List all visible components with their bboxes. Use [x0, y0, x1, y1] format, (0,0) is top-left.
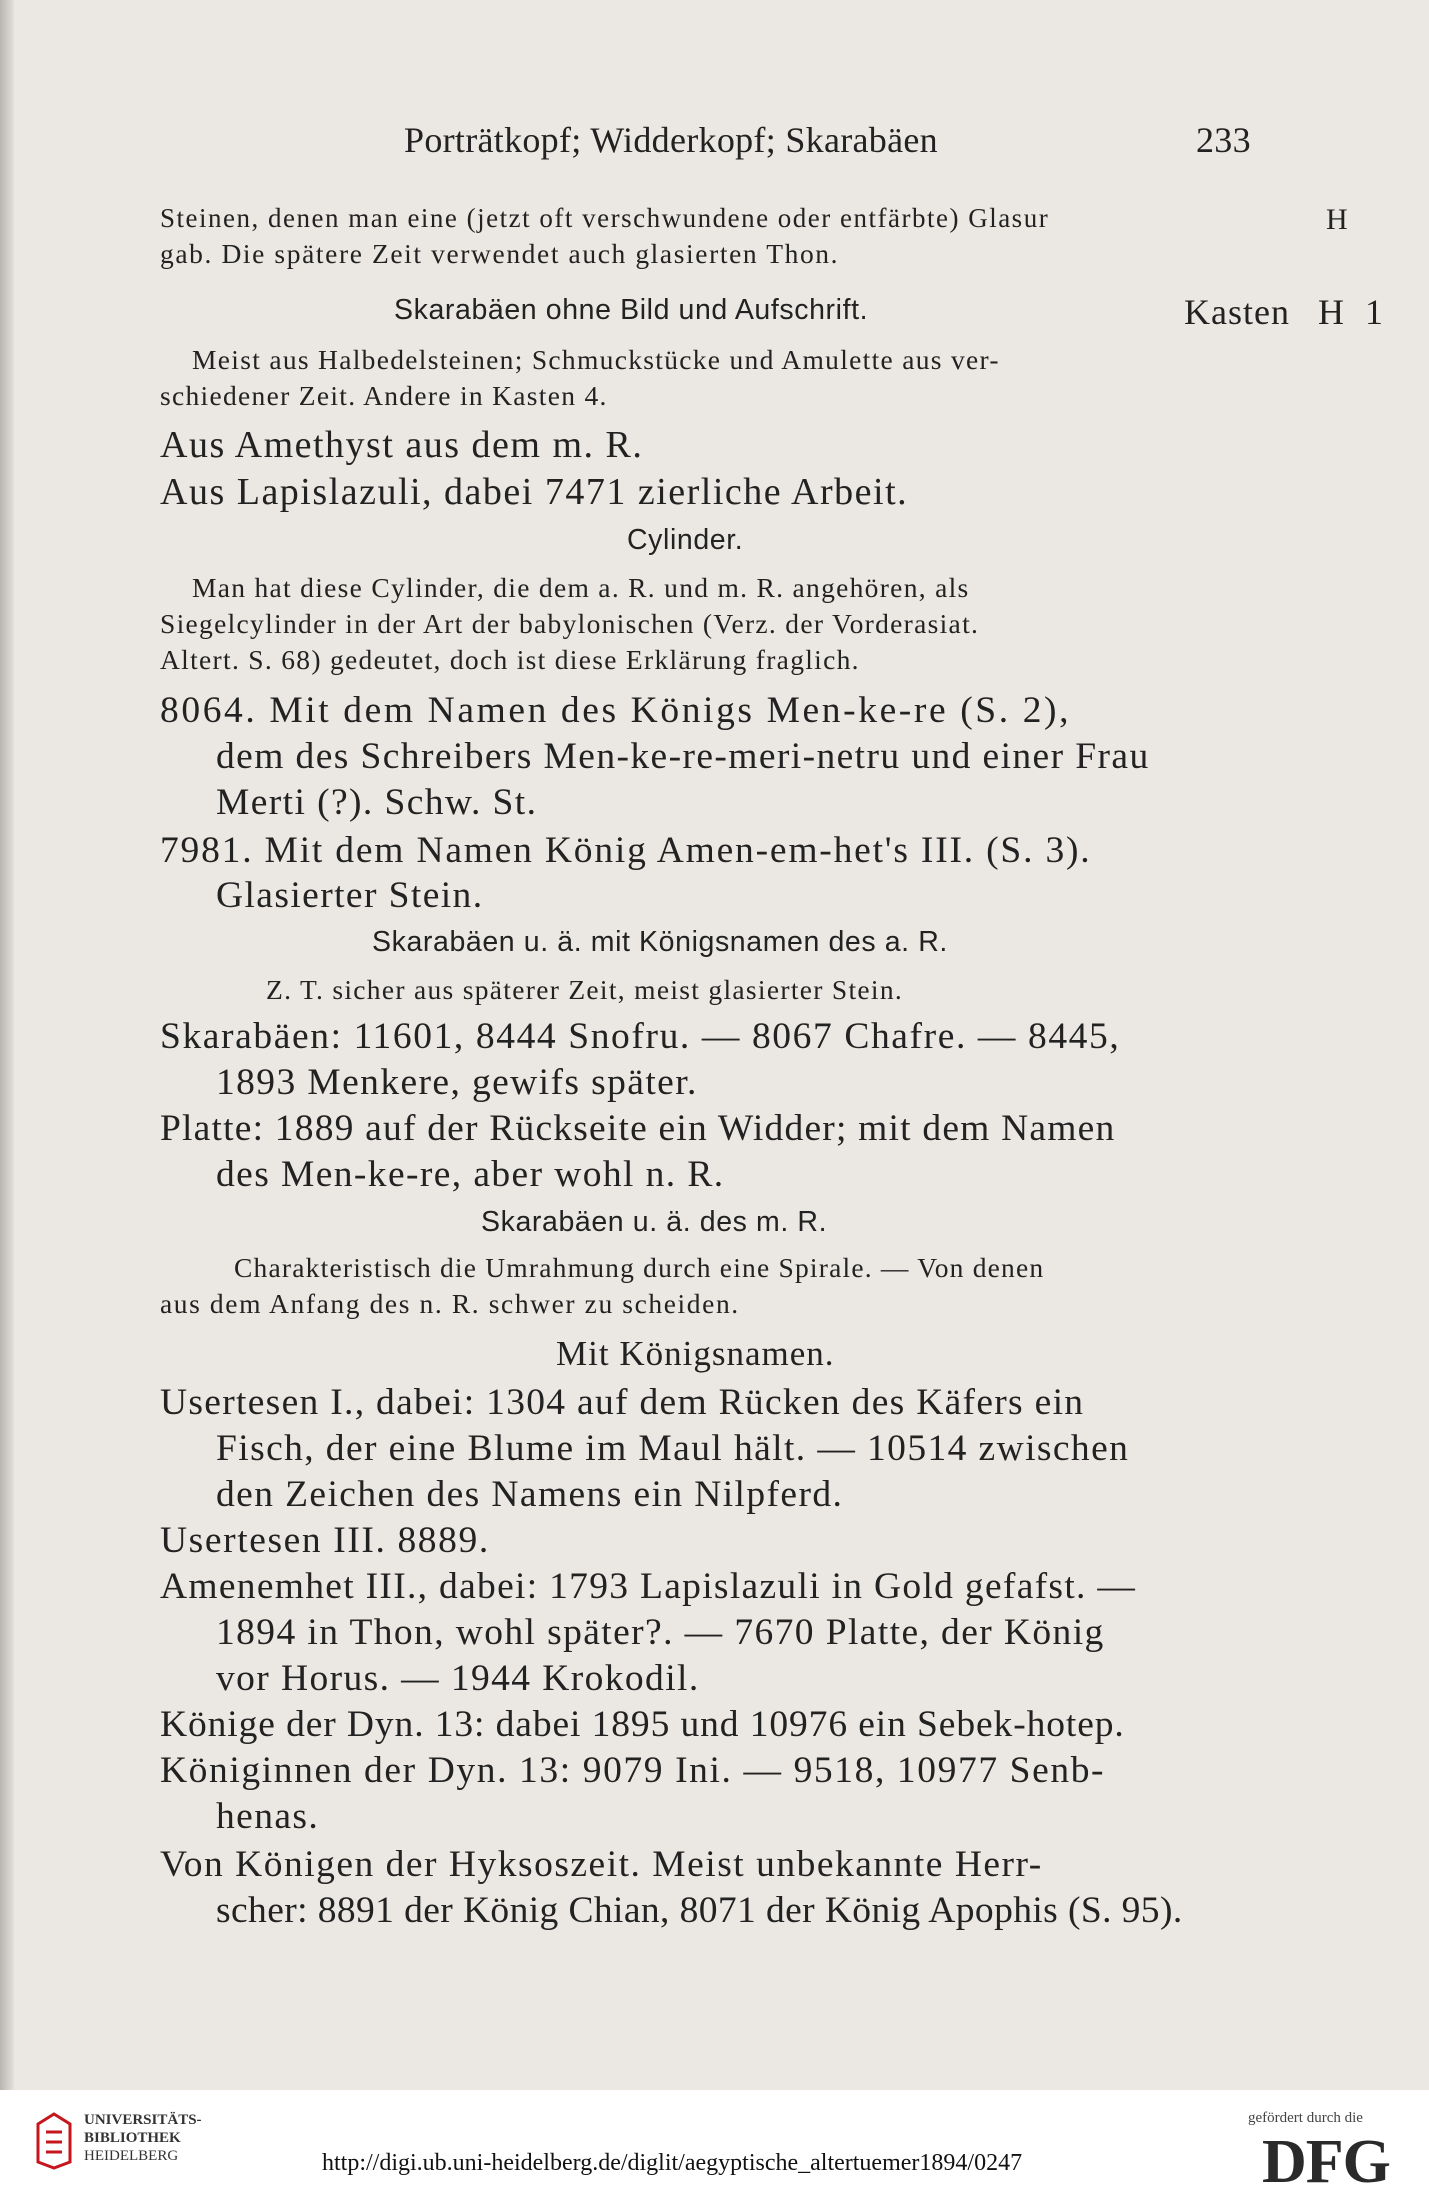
entry-skarabaeen-cont: 1893 Menkere, gewifs später. [216, 1062, 698, 1103]
library-line-1: UNIVERSITÄTS- [84, 2112, 202, 2128]
page-number: 233 [1196, 120, 1251, 160]
entry-7981: 7981. Mit dem Namen König Amen-em-het's III. (S. 3). [160, 830, 1092, 871]
text-line-8: Z. T. sicher aus späterer Zeit, meist glasierter Stein. [266, 974, 904, 1005]
subheading-mit-koenigsnamen: Mit Königsnamen. [556, 1334, 835, 1373]
funding-note: gefördert durch die [1248, 2110, 1363, 2126]
dfg-logo: DFG [1262, 2128, 1390, 2196]
library-line-2: BIBLIOTHEK [84, 2130, 181, 2146]
section-heading-cylinder: Cylinder. [627, 524, 744, 556]
entry-usertesen-1: Usertesen I., dabei: 1304 auf dem Rücken des Käfers ein [160, 1382, 1085, 1423]
text-line-7: Altert. S. 68) gedeutet, doch ist diese Erklärung fraglich. [160, 644, 860, 675]
entry-usertesen-1-cont-1: Fisch, der eine Blume im Maul hält. — 10514 zwischen [216, 1428, 1130, 1469]
entry-platte: Platte: 1889 auf der Rückseite ein Widder; mit dem Namen [160, 1108, 1116, 1149]
entry-8064: 8064. Mit dem Namen des Königs Men-ke-re (S. 2), [160, 690, 1072, 731]
entry-koeniginnen-dyn-13: Königinnen der Dyn. 13: 9079 Ini. — 9518, 10977 Senb- [160, 1750, 1106, 1791]
entry-lapislazuli: Aus Lapislazuli, dabei 7471 zierliche Arbeit. [160, 471, 909, 513]
entry-koenige-dyn-13: Könige der Dyn. 13: dabei 1895 und 10976 ein Sebek-hotep. [160, 1704, 1125, 1745]
entry-platte-cont: des Men-ke-re, aber wohl n. R. [216, 1154, 725, 1195]
section-heading-m-r: Skarabäen u. ä. des m. R. [481, 1206, 828, 1238]
text-line-3: Meist aus Halbedelsteinen; Schmuckstücke und Amulette aus ver- [192, 344, 1000, 375]
library-logo-icon [34, 2110, 74, 2170]
running-title: Porträtkopf; Widderkopf; Skarabäen [404, 120, 938, 160]
text-line-6: Siegelcylinder in der Art der babylonischen (Verz. der Vorderasiat. [160, 608, 980, 639]
permalink-url[interactable]: http://digi.ub.uni-heidelberg.de/diglit/aegyptische_altertuemer1894/0247 [322, 2150, 1023, 2176]
entry-amenemhet-3-cont-1: 1894 in Thon, wohl später?. — 7670 Platte, der König [216, 1612, 1105, 1653]
entry-usertesen-3: Usertesen III. 8889. [160, 1520, 490, 1561]
entry-amenemhet-3: Amenemhet III., dabei: 1793 Lapislazuli in Gold gefafst. — [160, 1566, 1137, 1607]
entry-8064-cont-1: dem des Schreibers Men-ke-re-meri-netru und einer Frau [216, 736, 1150, 777]
entry-usertesen-1-cont-2: den Zeichen des Namens ein Nilpferd. [216, 1474, 844, 1515]
margin-mark-h: H [1326, 203, 1348, 236]
text-line-10: aus dem Anfang des n. R. schwer zu scheiden. [160, 1288, 740, 1319]
entry-amethyst: Aus Amethyst aus dem m. R. [160, 424, 644, 466]
footer-bar [0, 2090, 1429, 2200]
entry-8064-cont-2: Merti (?). Schw. St. [216, 782, 538, 823]
section-heading-koenigsnamen-a-r: Skarabäen u. ä. mit Königsnamen des a. R. [372, 926, 948, 958]
margin-mark-h1: H 1 [1318, 292, 1389, 332]
entry-amenemhet-3-cont-2: vor Horus. — 1944 Krokodil. [216, 1658, 700, 1699]
text-line-5: Man hat diese Cylinder, die dem a. R. und m. R. angehören, als [192, 572, 970, 603]
library-line-3: HEIDELBERG [84, 2148, 179, 2164]
text-line-2: gab. Die spätere Zeit verwendet auch glasierten Thon. [160, 238, 840, 269]
text-line-9: Charakteristisch die Umrahmung durch eine Spirale. — Von denen [234, 1252, 1045, 1283]
page-edge [0, 0, 14, 2090]
section-heading-skarabaeen-ohne-bild: Skarabäen ohne Bild und Aufschrift. [394, 294, 869, 326]
entry-hyksoszeit: Von Königen der Hyksoszeit. Meist unbekannte Herr- [160, 1844, 1043, 1885]
text-line-1: Steinen, denen man eine (jetzt oft verschwundene oder entfärbte) Glasur [160, 203, 1050, 233]
entry-skarabaeen: Skarabäen: 11601, 8444 Snofru. — 8067 Chafre. — 8445, [160, 1016, 1121, 1057]
kasten-label: Kasten [1184, 292, 1290, 332]
library-name [84, 2111, 202, 2165]
entry-hyksoszeit-cont: scher: 8891 der König Chian, 8071 der König Apophis (S. 95). [216, 1890, 1183, 1931]
entry-koeniginnen-dyn-13-cont: henas. [216, 1796, 320, 1837]
entry-7981-cont: Glasierter Stein. [216, 875, 484, 916]
text-line-4: schiedener Zeit. Andere in Kasten 4. [160, 380, 608, 411]
